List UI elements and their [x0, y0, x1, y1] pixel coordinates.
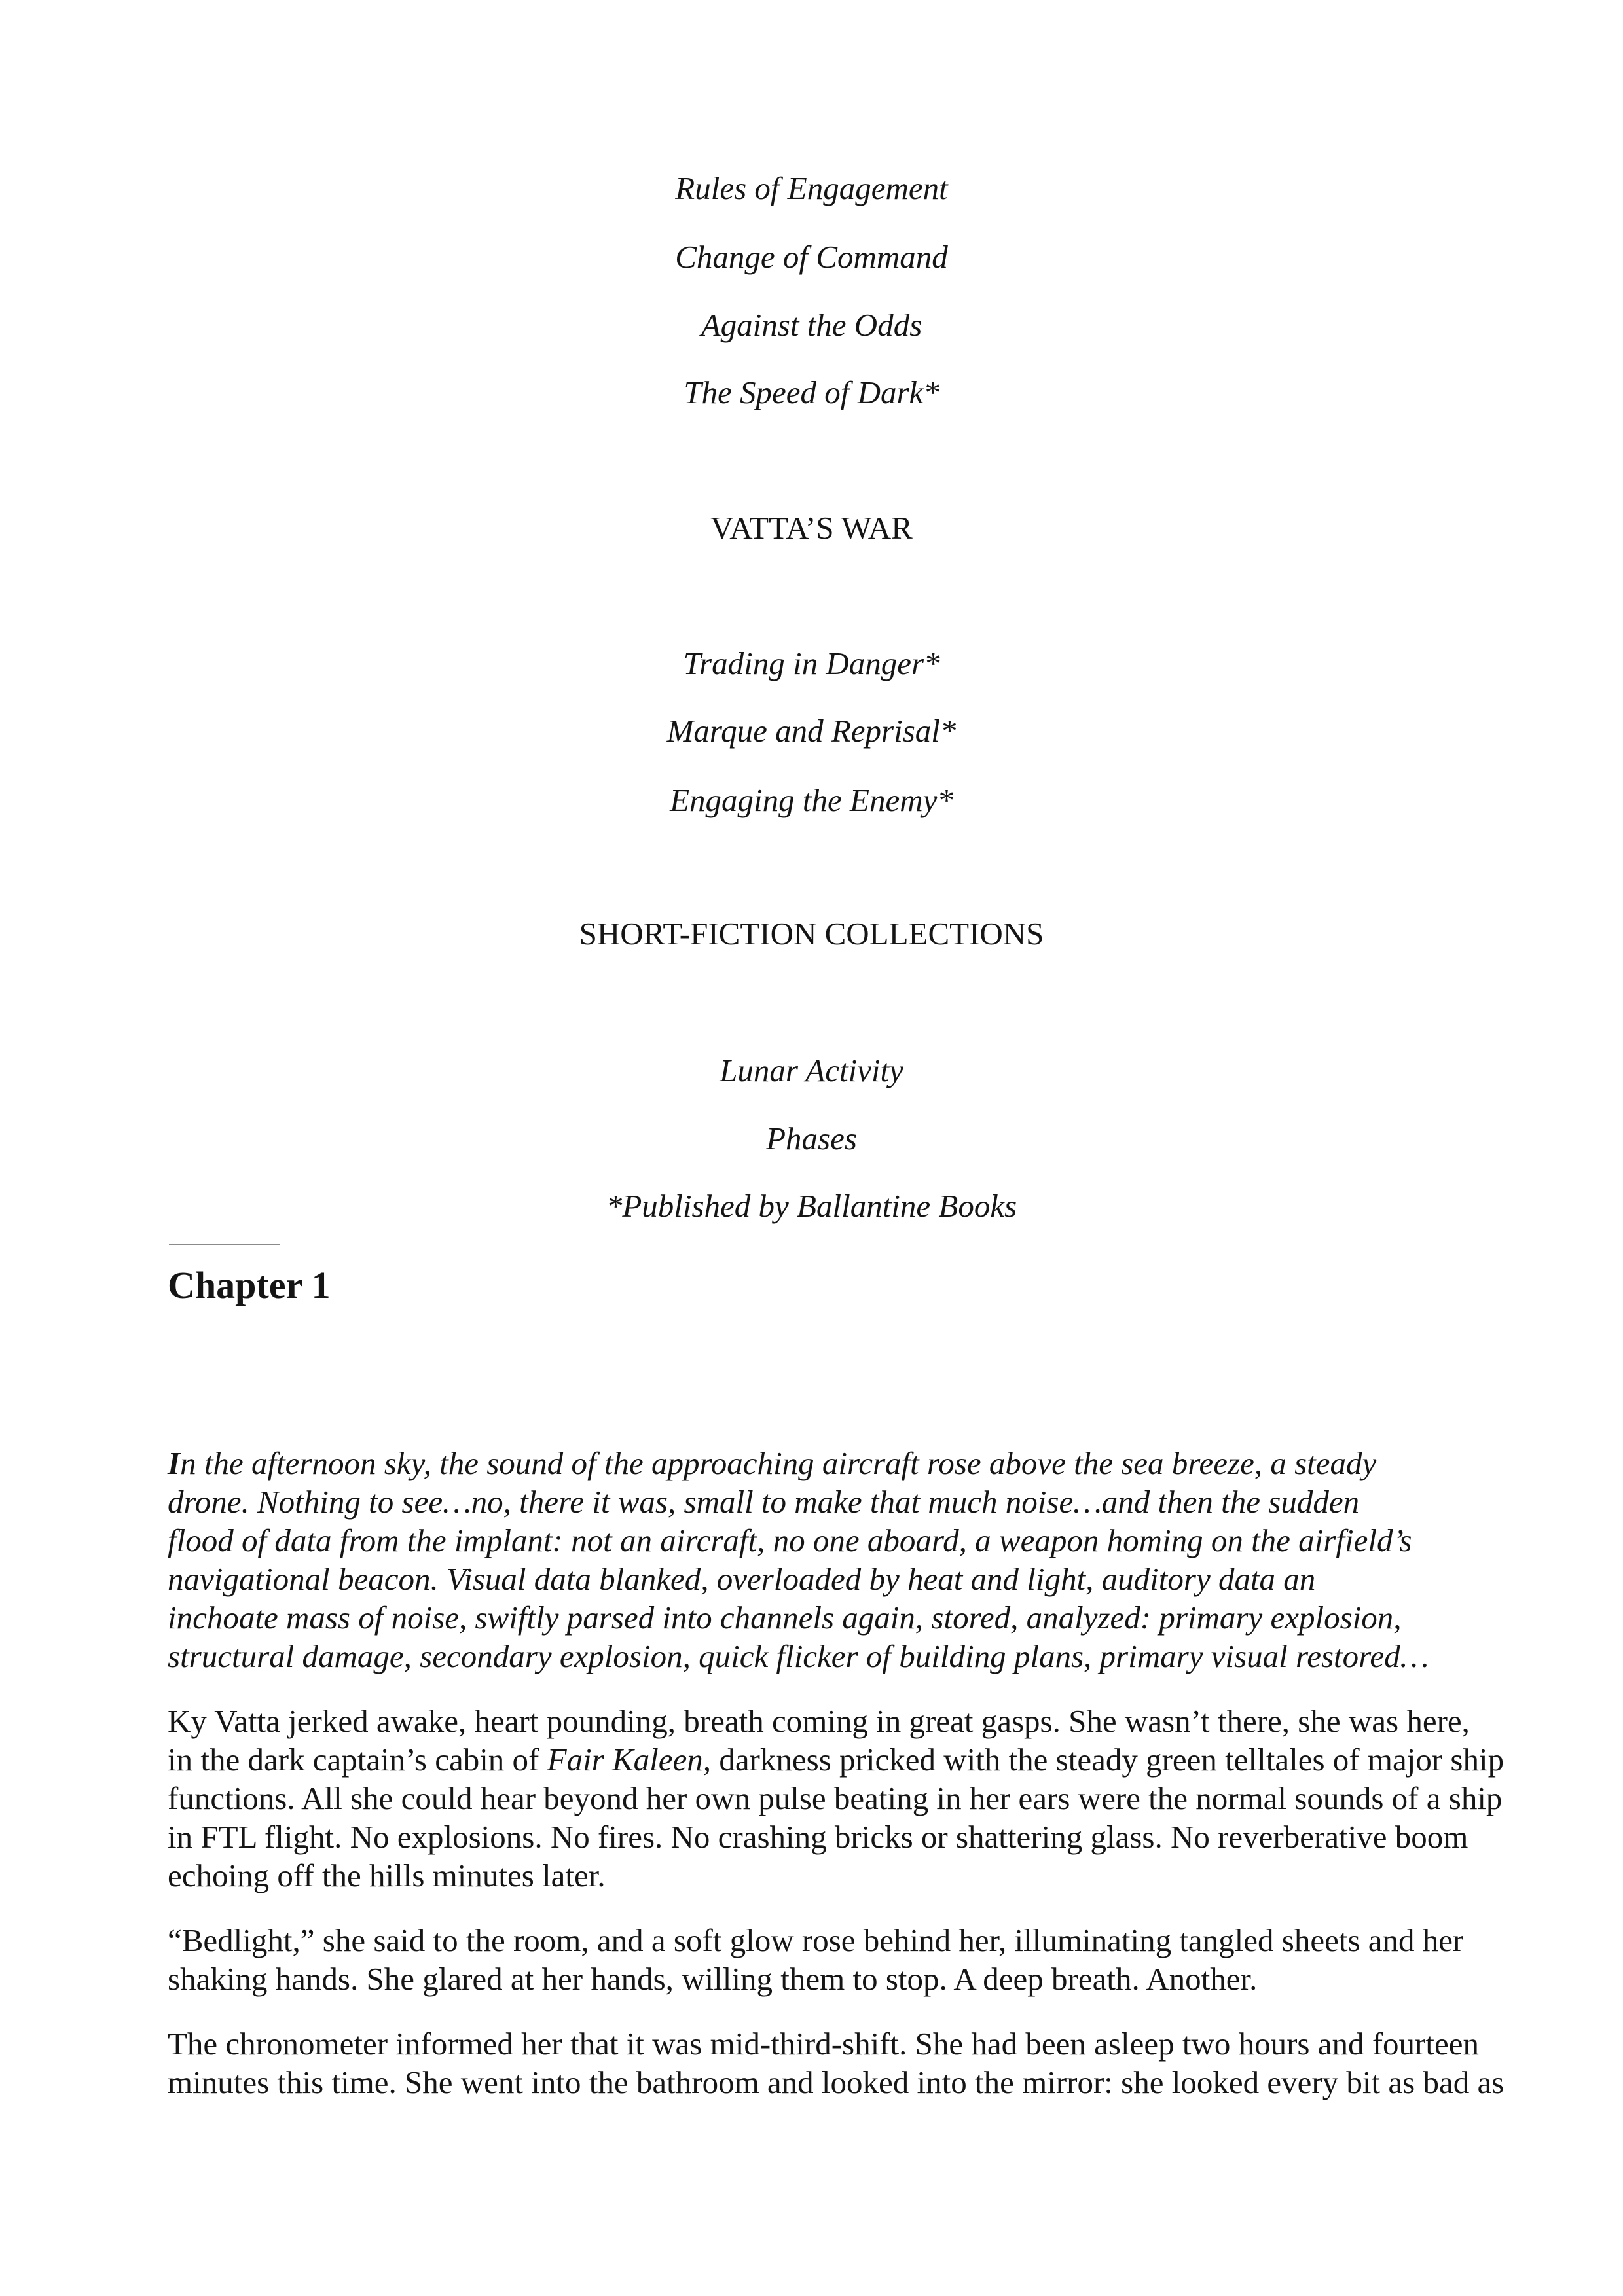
- body-line: navigational beacon. Visual data blanked, overloaded by heat and light, auditory data an: [168, 1561, 1316, 1597]
- chapter-body: [168, 1444, 1595, 2128]
- body-line: functions. All she could hear beyond her own pulse beating in her ears were the normal sounds of a ship: [168, 1780, 1503, 1816]
- body-line: The chronometer informed her that it was mid-third-shift. She had been asleep two hours and fourteen: [168, 2026, 1479, 2062]
- body-line: flood of data from the implant: not an aircraft, no one aboard, a weapon homing on the airfield’s: [168, 1522, 1412, 1558]
- body-paragraph: [168, 2024, 1595, 2102]
- body-line: echoing off the hills minutes later.: [168, 1857, 606, 1893]
- body-line: inchoate mass of noise, swiftly parsed into channels again, stored, analyzed: primary explosion,: [168, 1600, 1402, 1636]
- book-title: Marque and Reprisal*: [666, 713, 957, 749]
- book-title: The Speed of Dark*: [684, 374, 939, 410]
- body-line: [168, 1740, 1595, 1779]
- body-line: shaking hands. She glared at her hands, willing them to stop. A deep breath. Another.: [168, 1961, 1258, 1997]
- body-line: minutes this time. She went into the bathroom and looked into the mirror: she looked every bit as bad as: [168, 2064, 1504, 2100]
- ship-name: Fair Kaleen,: [547, 1742, 712, 1778]
- line-text: in the dark captain’s cabin of: [168, 1742, 547, 1778]
- line-text: darkness pricked with the steady green telltales of major ship: [711, 1742, 1504, 1778]
- body-line: “Bedlight,” she said to the room, and a soft glow rose behind her, illuminating tangled sheets and her: [168, 1922, 1464, 1958]
- body-line: Ky Vatta jerked awake, heart pounding, breath coming in great gasps. She wasn’t there, she was here,: [168, 1703, 1470, 1739]
- book-title: Engaging the Enemy*: [670, 782, 953, 818]
- book-title: Change of Command: [675, 239, 948, 275]
- body-paragraph: [168, 1921, 1595, 1998]
- book-title: Trading in Danger*: [683, 645, 940, 681]
- body-line: in FTL flight. No explosions. No fires. No crashing bricks or shattering glass. No reverberative boom: [168, 1819, 1468, 1855]
- series-heading: VATTA’S WAR: [710, 510, 913, 546]
- chapter-title: Chapter 1: [168, 1264, 331, 1306]
- book-title: Rules of Engagement: [675, 170, 948, 206]
- publisher-note: *Published by Ballantine Books: [606, 1188, 1017, 1224]
- book-title: Lunar Activity: [720, 1052, 903, 1088]
- body-paragraph: [168, 1702, 1595, 1895]
- line-text: n the afternoon sky, the sound of the approaching aircraft rose above the sea breeze, a steady: [180, 1445, 1377, 1481]
- collections-heading: SHORT-FICTION COLLECTIONS: [579, 916, 1044, 952]
- book-title: Against the Odds: [701, 307, 922, 343]
- body-line: structural damage, secondary explosion, quick flicker of building plans, primary visual restored…: [168, 1638, 1429, 1674]
- section-divider: [169, 1244, 280, 1245]
- initial-letter: I: [168, 1445, 181, 1481]
- book-title: Phases: [766, 1121, 857, 1157]
- body-line: drone. Nothing to see…no, there it was, small to make that much noise…and then the sudden: [168, 1484, 1360, 1520]
- body-line: [168, 1444, 1595, 1482]
- prologue-paragraph: [168, 1444, 1595, 1676]
